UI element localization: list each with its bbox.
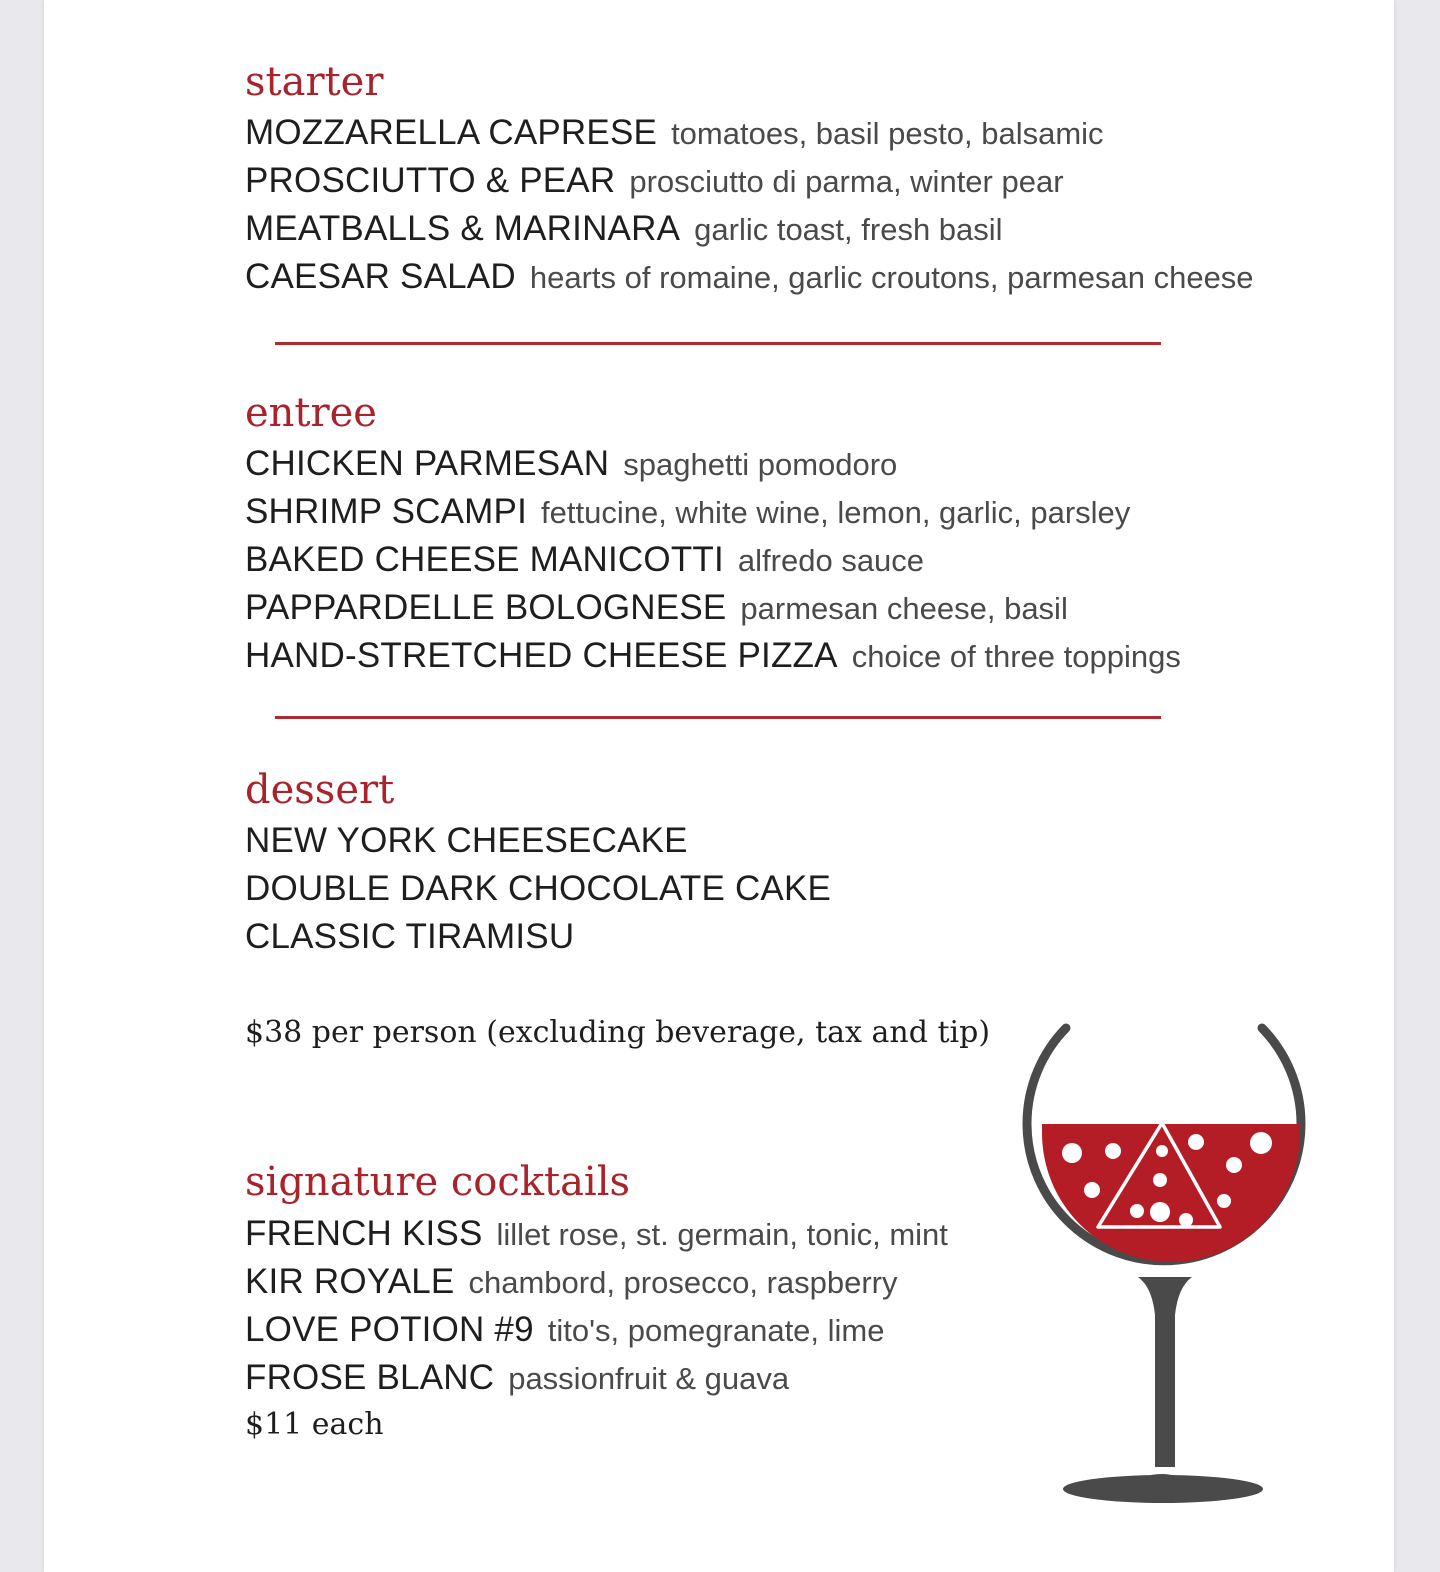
list-item xyxy=(245,913,831,961)
list-item xyxy=(245,817,831,865)
list-item xyxy=(245,1258,948,1306)
list-item xyxy=(245,440,1181,488)
section-divider xyxy=(275,716,1161,719)
list-item xyxy=(245,1210,948,1258)
item-name: DOUBLE DARK CHOCOLATE CAKE xyxy=(245,869,832,908)
section-divider xyxy=(275,342,1161,345)
item-name: LOVE POTION #9 xyxy=(245,1310,534,1349)
glass-stem xyxy=(1138,1277,1192,1467)
item-description: prosciutto di parma, winter pear xyxy=(629,164,1064,199)
section-title-cocktails: signature cocktails xyxy=(245,1159,631,1205)
item-name: CHICKEN PARMESAN xyxy=(245,444,610,483)
item-description: chambord, prosecco, raspberry xyxy=(468,1265,898,1300)
item-description: choice of three toppings xyxy=(851,639,1181,674)
item-name: KIR ROYALE xyxy=(245,1262,455,1301)
list-item xyxy=(245,1354,948,1402)
list-item xyxy=(245,205,1254,253)
item-description: lillet rose, st. germain, tonic, mint xyxy=(496,1217,948,1252)
item-name: MOZZARELLA CAPRESE xyxy=(245,113,658,152)
list-item xyxy=(245,1306,948,1354)
item-name: SHRIMP SCAMPI xyxy=(245,492,528,531)
list-item xyxy=(245,632,1181,680)
list-item xyxy=(245,157,1254,205)
item-description: tomatoes, basil pesto, balsamic xyxy=(671,116,1104,151)
item-name: CAESAR SALAD xyxy=(245,257,516,296)
item-name: FROSE BLANC xyxy=(245,1358,495,1397)
item-description: parmesan cheese, basil xyxy=(740,591,1068,626)
list-item xyxy=(245,109,1254,157)
item-description: spaghetti pomodoro xyxy=(623,447,898,482)
item-name: MEATBALLS & MARINARA xyxy=(245,209,681,248)
section-title-dessert: dessert xyxy=(245,767,395,813)
item-name: PAPPARDELLE BOLOGNESE xyxy=(245,588,727,627)
list-item xyxy=(245,253,1254,301)
wine-glass-pizza-icon xyxy=(1010,1015,1320,1515)
cocktails-list xyxy=(245,1210,948,1402)
entree-list xyxy=(245,440,1181,680)
item-description: alfredo sauce xyxy=(737,543,925,578)
item-description: fettucine, white wine, lemon, garlic, parsley xyxy=(541,495,1131,530)
list-item xyxy=(245,488,1181,536)
section-title-entree: entree xyxy=(245,390,377,436)
list-item xyxy=(245,584,1181,632)
starter-list xyxy=(245,109,1254,301)
item-description: passionfruit & guava xyxy=(508,1361,790,1396)
item-description: hearts of romaine, garlic croutons, parmesan cheese xyxy=(529,260,1254,295)
item-name: HAND-STRETCHED CHEESE PIZZA xyxy=(245,636,838,675)
cocktail-price-note: $11 each xyxy=(245,1407,384,1442)
item-description: garlic toast, fresh basil xyxy=(694,212,1003,247)
item-name: PROSCIUTTO & PEAR xyxy=(245,161,616,200)
item-name: CLASSIC TIRAMISU xyxy=(245,917,575,956)
item-name: NEW YORK CHEESECAKE xyxy=(245,821,688,860)
list-item xyxy=(245,865,831,913)
item-name: BAKED CHEESE MANICOTTI xyxy=(245,540,724,579)
section-title-starter: starter xyxy=(245,59,384,105)
list-item xyxy=(245,536,1181,584)
dessert-list xyxy=(245,817,831,961)
dinner-price-note: $38 per person (excluding beverage, tax and tip) xyxy=(245,1015,991,1050)
item-description: tito's, pomegranate, lime xyxy=(547,1313,885,1348)
item-name: FRENCH KISS xyxy=(245,1214,483,1253)
